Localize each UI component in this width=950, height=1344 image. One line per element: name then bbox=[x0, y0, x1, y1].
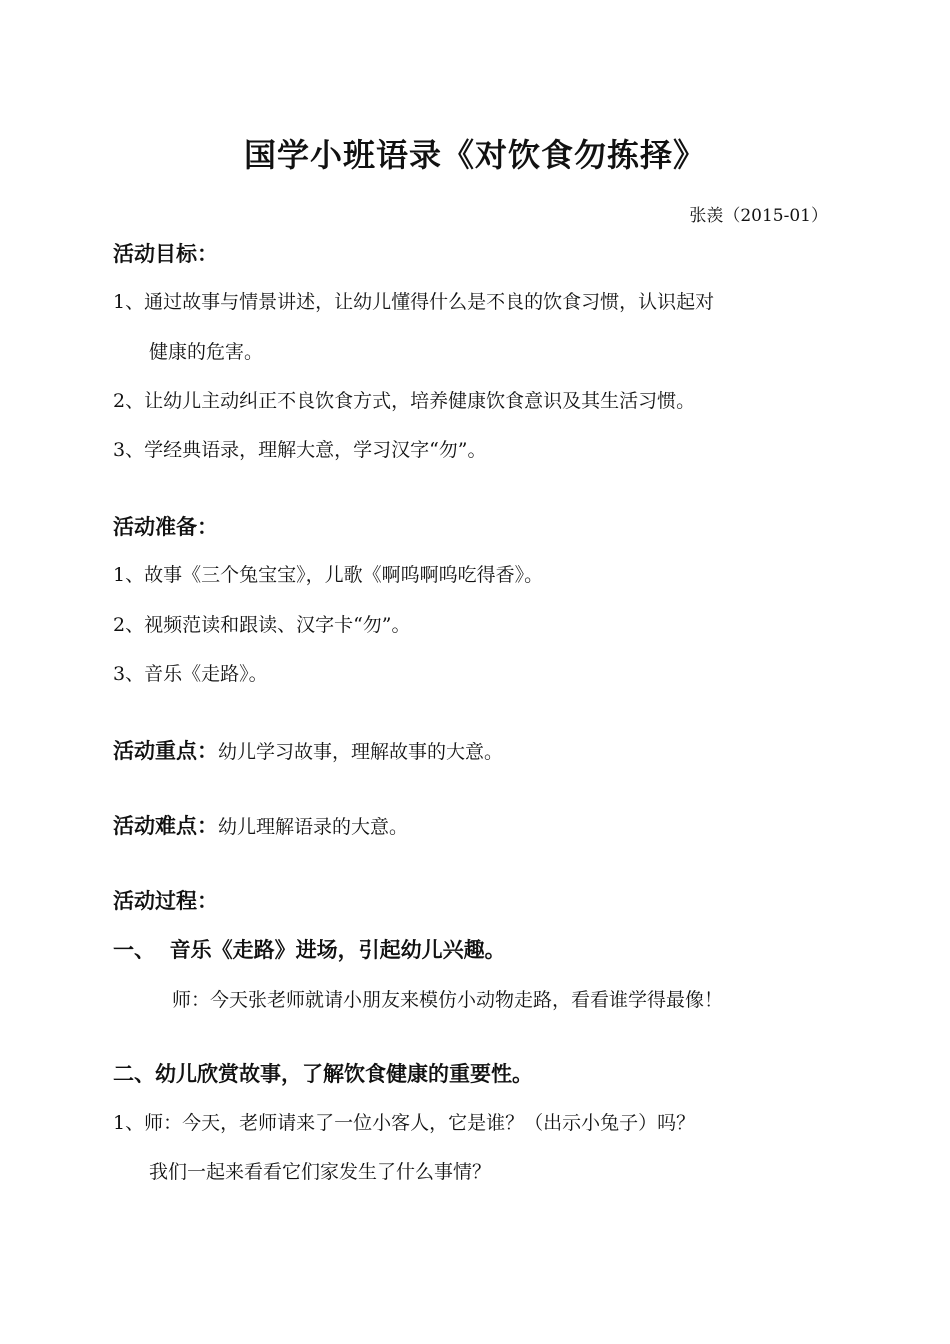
document-title: 国学小班语录《对饮食勿拣择》 bbox=[243, 136, 706, 174]
goals-heading: 活动目标： bbox=[113, 242, 218, 266]
key-point-label: 活动重点： bbox=[113, 739, 218, 763]
prep-item-1: 1、故事《三个兔宝宝》，儿歌《啊呜啊呜吃得香》。 bbox=[113, 564, 544, 586]
key-point-text: 幼儿学习故事，理解故事的大意。 bbox=[218, 741, 504, 763]
process-step-1-title: 一、 音乐《走路》进场，引起幼儿兴趣。 bbox=[113, 938, 506, 962]
preparation-heading: 活动准备： bbox=[113, 515, 218, 539]
process-step-2-line-2: 我们一起来看看它们家发生了什么事情？ bbox=[149, 1161, 492, 1183]
process-heading: 活动过程： bbox=[113, 889, 218, 913]
goal-item-3: 3、学经典语录，理解大意，学习汉字“勿”。 bbox=[113, 439, 487, 461]
process-step-1-text: 师：今天张老师就请小朋友来模仿小动物走路，看看谁学得最像！ bbox=[172, 989, 724, 1011]
key-point-line bbox=[113, 735, 503, 765]
goal-item-1-cont: 健康的危害。 bbox=[149, 341, 264, 363]
difficulty-text: 幼儿理解语录的大意。 bbox=[218, 816, 409, 838]
process-step-2-line-1: 1、师：今天，老师请来了一位小客人，它是谁？（出示小兔子）吗？ bbox=[113, 1112, 696, 1134]
difficulty-line bbox=[113, 810, 408, 840]
goal-item-2: 2、让幼儿主动纠正不良饮食方式，培养健康饮食意识及其生活习惯。 bbox=[113, 390, 696, 412]
prep-item-3: 3、音乐《走路》。 bbox=[113, 663, 268, 685]
goal-item-1: 1、通过故事与情景讲述，让幼儿懂得什么是不良的饮食习惯，认识起对 bbox=[113, 291, 715, 313]
process-step-2-title: 二、幼儿欣赏故事，了解饮食健康的重要性。 bbox=[113, 1062, 533, 1086]
difficulty-label: 活动难点： bbox=[113, 814, 218, 838]
prep-item-2: 2、视频范读和跟读、汉字卡“勿”。 bbox=[113, 614, 411, 636]
author-line: 张羡（2015-01） bbox=[689, 206, 828, 226]
